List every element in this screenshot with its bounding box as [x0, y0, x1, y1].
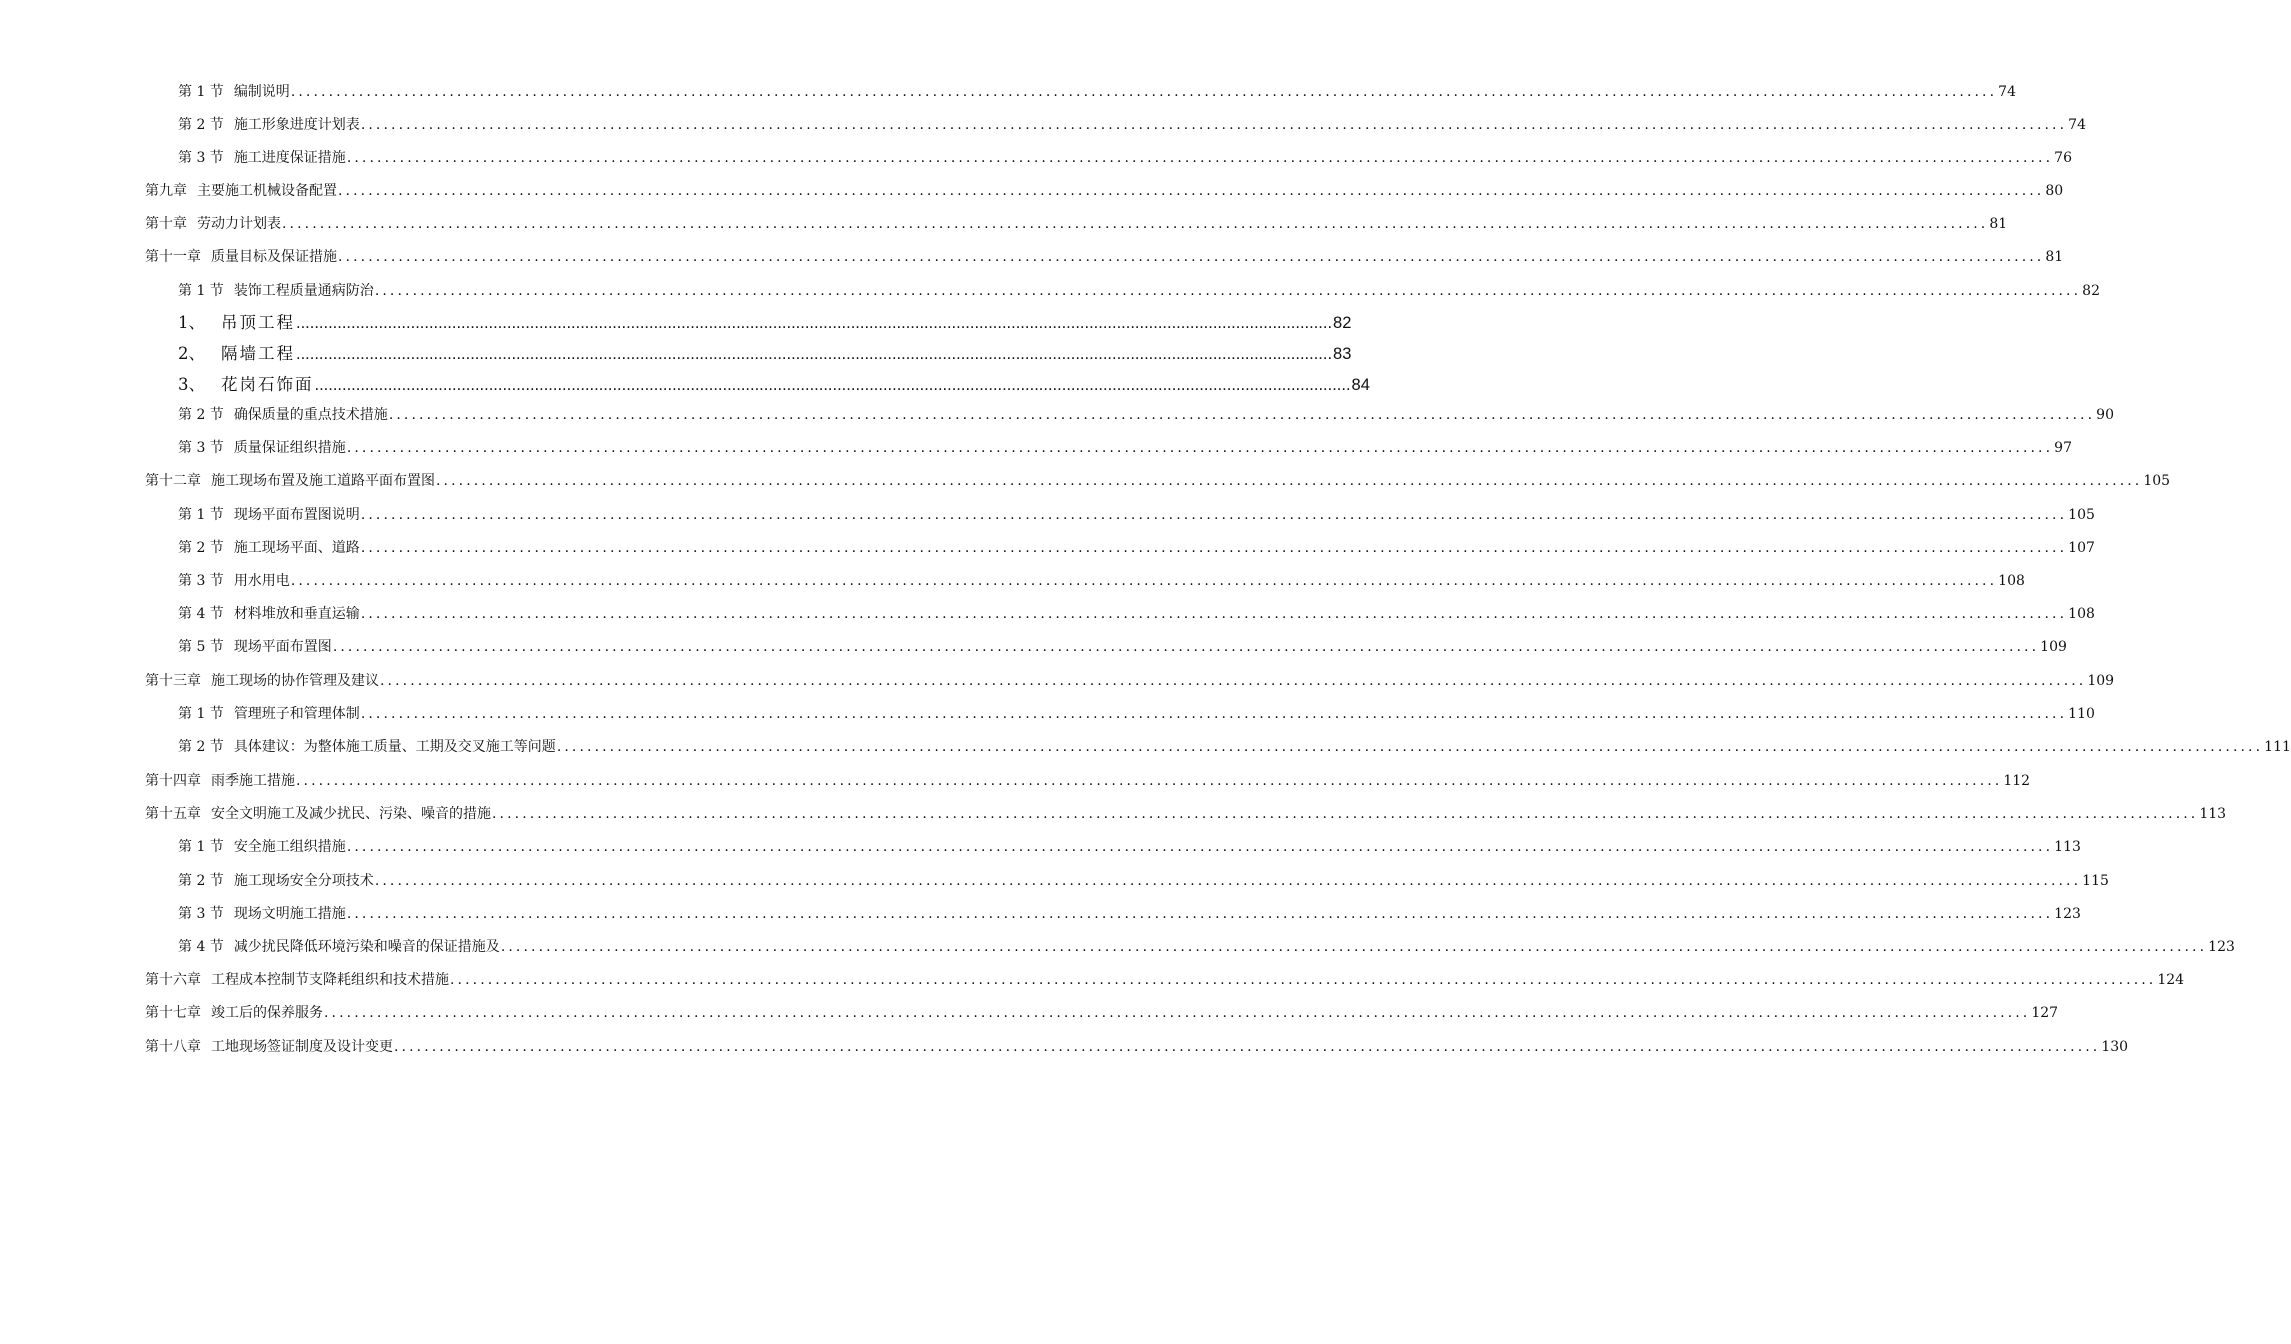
- toc-entry[interactable]: [178, 871, 2109, 891]
- toc-entry-page: 107: [2068, 540, 2095, 556]
- toc-entry-number: 第十七章: [145, 1005, 201, 1021]
- toc-dot-leader: ..................................................................................................................................................................................................................................: [346, 150, 2054, 166]
- toc-entry-title: 现场平面布置图: [233, 639, 332, 655]
- toc-entry-page: 108: [1998, 573, 2025, 589]
- toc-entry-title: 施工现场的协作管理及建议: [211, 673, 379, 689]
- toc-entry[interactable]: [178, 538, 2095, 558]
- toc-entry-title: 施工现场平面、道路: [233, 540, 360, 556]
- toc-entry-page: 110: [2068, 706, 2095, 722]
- toc-entry-title: 施工进度保证措施: [233, 150, 346, 166]
- toc-dot-leader: ..................................................................................................................................................................................................................................: [492, 806, 2199, 822]
- toc-entry-page: 111: [2264, 739, 2291, 755]
- toc-entry-page: 105: [2143, 473, 2171, 489]
- toc-entry-page: 90: [2096, 407, 2114, 423]
- toc-entry[interactable]: [178, 115, 2086, 135]
- toc-entry-page: 83: [1333, 345, 1352, 363]
- toc-entry[interactable]: [178, 604, 2095, 624]
- toc-dot-leader: ..................................................................................................................................................................................................................................: [360, 706, 2068, 722]
- toc-dot-leader: ..................................................................................................................................................................................................................................: [360, 507, 2068, 523]
- toc-dot-leader: ..................................................................................................................................................................................................................................: [374, 873, 2082, 889]
- toc-entry-number: 第九章: [145, 183, 187, 199]
- toc-entry-page: 74: [1998, 84, 2016, 100]
- toc-dot-leader: ..................................................................................................................................................................................................................................: [324, 1005, 2031, 1021]
- toc-entry-title: 工程成本控制节支降耗组织和技术措施: [211, 972, 449, 988]
- toc-entry-page: 127: [2031, 1005, 2059, 1021]
- toc-entry[interactable]: [178, 571, 2025, 591]
- toc-entry-number: 第 4 节: [178, 939, 224, 955]
- toc-dot-leader: ..................................................................................................................................................................................................................................: [296, 314, 1333, 332]
- toc-entry-title: 花岗石饰面: [221, 375, 314, 394]
- toc-dot-leader: ..................................................................................................................................................................................................................................: [556, 739, 2264, 755]
- toc-entry-title: 确保质量的重点技术措施: [233, 407, 388, 423]
- toc-dot-leader: ..................................................................................................................................................................................................................................: [346, 440, 2054, 456]
- toc-entry-number: 第 1 节: [178, 706, 224, 722]
- toc-entry-page: 82: [2082, 283, 2100, 299]
- toc-entry-number: 第十章: [145, 216, 187, 232]
- toc-dot-leader: ..................................................................................................................................................................................................................................: [290, 84, 1998, 100]
- toc-entry-page: 109: [2040, 639, 2067, 655]
- toc-entry-number: 2、: [178, 344, 205, 363]
- toc-entry[interactable]: [178, 374, 1370, 396]
- toc-dot-leader: ..................................................................................................................................................................................................................................: [338, 249, 2045, 265]
- toc-entry-title: 质量目标及保证措施: [211, 249, 337, 265]
- toc-entry-page: 112: [2003, 773, 2031, 789]
- toc-entry[interactable]: [145, 671, 2115, 691]
- toc-entry[interactable]: [178, 937, 2235, 957]
- toc-entry[interactable]: [178, 704, 2095, 724]
- toc-entry-page: 76: [2054, 150, 2072, 166]
- toc-entry[interactable]: [178, 312, 1352, 334]
- toc-entry-page: 105: [2068, 507, 2095, 523]
- toc-entry-page: 82: [1333, 314, 1352, 332]
- toc-entry-page: 80: [2045, 183, 2064, 199]
- toc-entry[interactable]: [178, 343, 1352, 365]
- toc-entry-title: 雨季施工措施: [211, 773, 295, 789]
- toc-entry-number: 第 3 节: [178, 573, 224, 589]
- toc-entry-title: 现场平面布置图说明: [233, 507, 360, 523]
- toc-entry-number: 第 3 节: [178, 440, 224, 456]
- toc-entry[interactable]: [145, 471, 2171, 491]
- toc-dot-leader: ..................................................................................................................................................................................................................................: [388, 407, 2096, 423]
- toc-entry[interactable]: [145, 214, 2008, 234]
- toc-entry-number: 第十八章: [145, 1039, 201, 1055]
- toc-dot-leader: ..................................................................................................................................................................................................................................: [374, 283, 2082, 299]
- toc-entry-number: 第十一章: [145, 249, 201, 265]
- toc-dot-leader: ..................................................................................................................................................................................................................................: [360, 540, 2068, 556]
- toc-dot-leader: ..................................................................................................................................................................................................................................: [450, 972, 2157, 988]
- toc-entry-number: 第 2 节: [178, 540, 224, 556]
- toc-entry[interactable]: [178, 281, 2100, 301]
- toc-entry-title: 具体建议：为整体施工质量、工期及交叉施工等问题: [233, 739, 556, 755]
- toc-dot-leader: ..................................................................................................................................................................................................................................: [338, 183, 2045, 199]
- toc-entry-number: 第 1 节: [178, 84, 224, 100]
- toc-entry[interactable]: [178, 737, 2291, 757]
- toc-entry-number: 第 2 节: [178, 407, 224, 423]
- toc-entry-number: 第 3 节: [178, 906, 224, 922]
- toc-entry-number: 第 5 节: [178, 639, 224, 655]
- toc-dot-leader: ..................................................................................................................................................................................................................................: [380, 673, 2087, 689]
- toc-entry[interactable]: [178, 505, 2095, 525]
- toc-entry-title: 用水用电: [233, 573, 290, 589]
- toc-entry-title: 施工现场布置及施工道路平面布置图: [211, 473, 435, 489]
- toc-dot-leader: ..................................................................................................................................................................................................................................: [500, 939, 2208, 955]
- toc-entry-title: 现场文明施工措施: [233, 906, 346, 922]
- toc-entry-number: 第十三章: [145, 673, 201, 689]
- toc-entry[interactable]: [145, 804, 2227, 824]
- toc-dot-leader: ..................................................................................................................................................................................................................................: [296, 773, 2003, 789]
- toc-entry-title: 竣工后的保养服务: [211, 1005, 323, 1021]
- toc-entry-number: 第 2 节: [178, 873, 224, 889]
- toc-entry[interactable]: [145, 771, 2031, 791]
- toc-entry[interactable]: [178, 637, 2067, 657]
- toc-entry-title: 工地现场签证制度及设计变更: [211, 1039, 393, 1055]
- toc-entry-number: 第 1 节: [178, 283, 224, 299]
- toc-entry[interactable]: [178, 904, 2081, 924]
- toc-entry-page: 123: [2208, 939, 2235, 955]
- toc-entry-title: 装饰工程质量通病防治: [233, 283, 374, 299]
- toc-entry-page: 123: [2054, 906, 2081, 922]
- toc-entry-number: 第 3 节: [178, 150, 224, 166]
- toc-entry-title: 施工形象进度计划表: [233, 117, 360, 133]
- toc-dot-leader: ..................................................................................................................................................................................................................................: [346, 839, 2054, 855]
- toc-entry[interactable]: [178, 148, 2072, 168]
- toc-dot-leader: ..................................................................................................................................................................................................................................: [282, 216, 1989, 232]
- toc-entry-number: 第十六章: [145, 972, 201, 988]
- toc-entry-title: 安全施工组织措施: [233, 839, 346, 855]
- toc-entry-title: 隔墙工程: [221, 344, 295, 363]
- toc-entry-title: 吊顶工程: [221, 313, 295, 332]
- toc-entry-page: 115: [2082, 873, 2109, 889]
- toc-entry-number: 第 1 节: [178, 507, 224, 523]
- toc-entry-page: 81: [2045, 249, 2064, 265]
- toc-entry-title: 劳动力计划表: [197, 216, 281, 232]
- toc-entry-page: 74: [2068, 117, 2086, 133]
- toc-entry-title: 质量保证组织措施: [233, 440, 346, 456]
- toc-dot-leader: ..................................................................................................................................................................................................................................: [360, 117, 2068, 133]
- toc-entry[interactable]: [178, 405, 2114, 425]
- toc-dot-leader: ..................................................................................................................................................................................................................................: [314, 376, 1351, 394]
- toc-dot-leader: ..................................................................................................................................................................................................................................: [394, 1039, 2101, 1055]
- toc-entry-number: 3、: [178, 375, 205, 394]
- toc-entry-number: 第 4 节: [178, 606, 224, 622]
- toc-entry-page: 130: [2101, 1039, 2129, 1055]
- toc-entry-title: 管理班子和管理体制: [233, 706, 360, 722]
- toc-entry-title: 安全文明施工及减少扰民、污染、噪音的措施: [211, 806, 491, 822]
- toc-entry-page: 84: [1351, 376, 1370, 394]
- toc-dot-leader: ..................................................................................................................................................................................................................................: [296, 345, 1333, 363]
- toc-entry-number: 第十五章: [145, 806, 201, 822]
- toc-dot-leader: ..................................................................................................................................................................................................................................: [332, 639, 2040, 655]
- toc-entry-number: 第十四章: [145, 773, 201, 789]
- toc-entry[interactable]: [145, 970, 2185, 990]
- toc-entry[interactable]: [145, 1037, 2129, 1057]
- toc-entry-page: 81: [1989, 216, 2008, 232]
- toc-entry-title: 减少扰民降低环境污染和噪音的保证措施及: [233, 939, 500, 955]
- toc-entry-page: 124: [2157, 972, 2185, 988]
- toc-dot-leader: ..................................................................................................................................................................................................................................: [436, 473, 2143, 489]
- toc-entry[interactable]: [178, 82, 2016, 102]
- toc-entry-title: 材料堆放和垂直运输: [233, 606, 360, 622]
- toc-entry[interactable]: [178, 438, 2072, 458]
- toc-entry[interactable]: [145, 181, 2064, 201]
- toc-entry-number: 第 1 节: [178, 839, 224, 855]
- toc-entry-number: 第 2 节: [178, 739, 224, 755]
- toc-entry[interactable]: [145, 1003, 2059, 1023]
- toc-entry-page: 113: [2054, 839, 2081, 855]
- toc-entry-title: 编制说明: [233, 84, 290, 100]
- toc-entry-page: 113: [2199, 806, 2227, 822]
- toc-entry[interactable]: [178, 837, 2081, 857]
- toc-entry-page: 109: [2087, 673, 2115, 689]
- toc-entry-number: 第十二章: [145, 473, 201, 489]
- toc-entry-number: 1、: [178, 313, 205, 332]
- toc-dot-leader: ..................................................................................................................................................................................................................................: [290, 573, 1998, 589]
- toc-entry-title: 施工现场安全分项技术: [233, 873, 374, 889]
- toc-dot-leader: ..................................................................................................................................................................................................................................: [346, 906, 2054, 922]
- toc-entry-page: 97: [2054, 440, 2072, 456]
- toc-entry-title: 主要施工机械设备配置: [197, 183, 337, 199]
- toc-entry[interactable]: [145, 247, 2064, 267]
- toc-entry-number: 第 2 节: [178, 117, 224, 133]
- toc-entry-page: 108: [2068, 606, 2095, 622]
- toc-dot-leader: ..................................................................................................................................................................................................................................: [360, 606, 2068, 622]
